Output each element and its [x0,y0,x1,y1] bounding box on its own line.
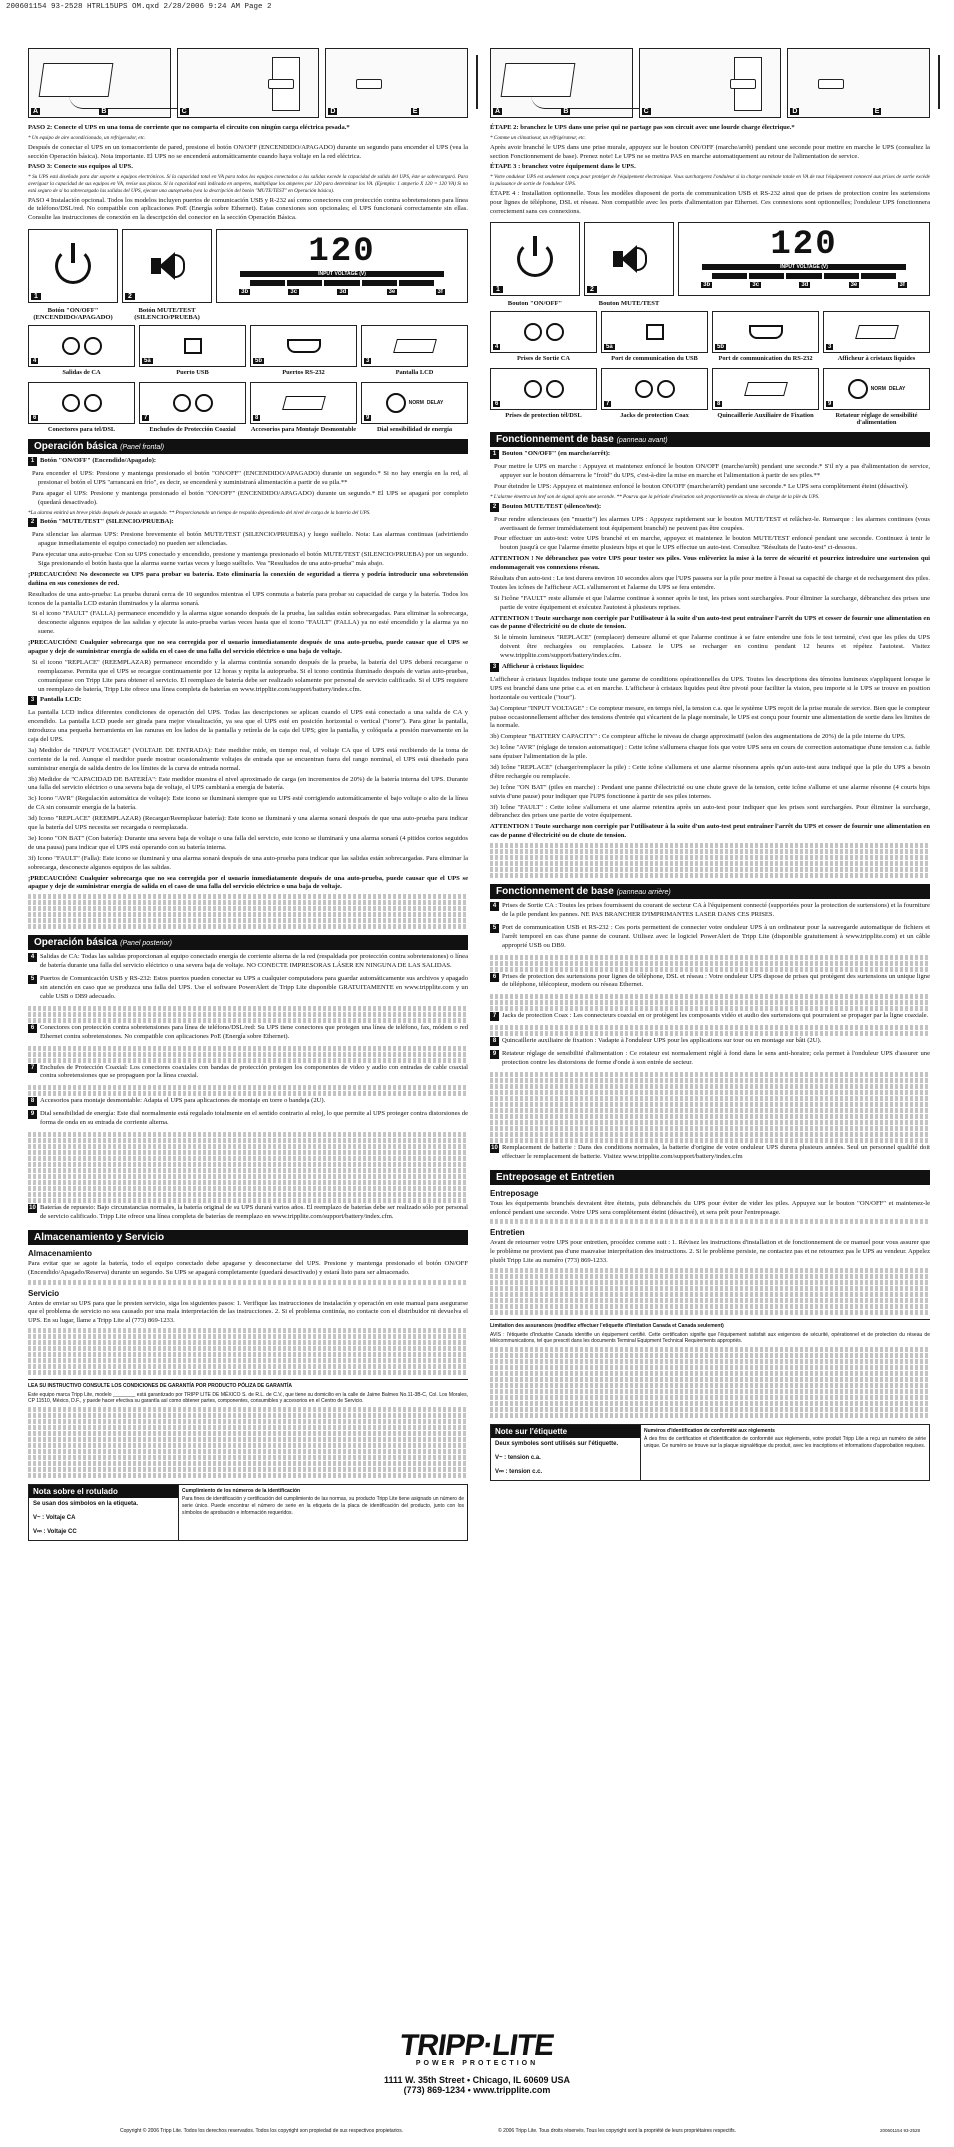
install-figures-top-fr: A B C D E [490,48,930,118]
mute-test-button-figure: 2 [122,229,212,303]
tripp-lite-logo: TRIPP·LITE [398,2029,557,2062]
company-address: 1111 W. 35th Street • Chicago, IL 60609 USA [383,2075,571,2085]
document-number: 200601154 93-2528 [880,2128,920,2133]
outlet-icon [84,337,102,355]
power-icon [55,248,91,284]
front-panel-diagram [28,229,468,303]
phone-jack-icon [546,380,564,398]
lcd-label: INPUT VOLTAGE (V) [240,271,444,277]
dial-icon [386,393,406,413]
brand-footer [0,2030,954,2095]
copyright-fr: © 2006 Tripp Lite. Tous droits réservés. Tous les copyright sont la propriété de leurs propriétaires respectifs. [498,2128,737,2134]
lcd-display-figure: 120 INPUT VOLTAGE (V) 3b 3c 3d 3e 3f [216,229,468,303]
battery-meter [250,280,434,286]
company-phone: (773) 869-1234 • www.tripplite.com [403,2085,551,2095]
usb-port-icon [646,324,664,340]
phone-jack-icon [84,394,102,412]
front-panel-diagram-fr: 1 2 120 INPUT VOLTAGE (V) 3b 3c 3d 3e 3f [490,222,930,296]
speaker-icon [609,239,649,279]
section-bar-front: Operación básica (Panel frontal) [28,439,468,454]
spanish-column: A B C D E PASO 2: Conecte el UPS en una toma de corriente que no comparta el circuito con ningún carga eléctrica pesada.* * Un equipo de aire acondicionado, un refrigerador, etc. Después de conectar el UPS en un tomacorriente de pared, presione el botón ON/OFF (ENCENDIDO/APAGADO) durante un segundo para encender el UPS (vea la sección Operación básica). Nota importante. El UPS no se encenderá automáticamente cuando haya voltaje en la red eléctrica. PASO 3: Conecte sus equipos al UPS. * Su UPS está diseñado para dar soporte a equipos electrónicos. Si la capacidad total en VA para todos los equipos conectados a las salidas excede la capacidad de salida del UPS, éste se sobrecargará. Para averiguar la capacidad de sus equipos en VA, revise sus placas. Si la capacidad está indicada en amperes, multiplique los amperes por 120 para determinar los VA. (Ejemplo: 1 amperio X 120 = 120 VA) Si no está seguro de si ha sobrecargado las salidas del UPS, ejecute una autoprueba (vea la descripción del botón "MUTE/TEST" en Operación básica). PASO 4 Instalación opcional. Todos los modelos incluyen puertos de comunicación USB y R-232 así como conectores con protección contra sobretensiones para línea de teléfono/DSL/red. No compatible con aplicaciones PoE (Energía sobre Ethernet). Estas conexiones son opcionales; el UPS funcionará correctamente sin ellas. Consulte las instrucciones de conexión en la descripción del conector en la sección Operación Básica. 1 2 120 INPUT VOLTAGE (V) 3b 3c 3d 3e 3f Botón "ON/OFF" (ENCENDIDO/APAGADO) Botón MUTE/TEST (SILENCIO/PRUEBA) 4 5a 5b 3 Salidas de CA Puerto USB Puertos RS-232 Pantalla LCD 6 7 8 NORM DELAY 9 Conectores para tel/DSL Enchufes de Protección Coaxial Accesorios para Montaje Desmontable Dial sensibilidad de energía Operación básica (Panel frontal) 1 Botón "ON/OFF" (Encendido/Apagado): Para encender el UPS: Presione y mantenga presionado el botón "ON/OFF" (ENCENDIDO/APAGADO) durante un segundo.* Si no hay energía en la red, al presionar el botón el UPS "arrancará en frío", es decir, se encenderá y suministrará alimentación a partir de su pila.** Para apagar el UPS: Presione y mantenga presionado el botón "ON/OFF" (ENCENDIDO/APAGADO) durante un segundo.* El UPS se apagará por completo (quedará desactivado). *La alarma emitirá un breve pitido después de pasado un segundo. ** Proporcionando un tiempo de respaldo dependiendo del nivel de carga de la batería del UPS. 2 Botón "MUTE/TEST" (SILENCIO/PRUEBA): Para silenciar las alarmas UPS: Presione brevemente el botón MUTE/TEST (SILENCIO/PRUEBA) y luego suéltelo. Nota: Las alarmas continuas (advirtiendo apague inmediatamente el equipo conectado) no pueden ser silenciadas. Para ejecutar una auto-prueba: Con su UPS conectado y encendido, presione y mantenga presionado el botón MUTE/TEST (SILENCIO/PRUEBA) por un segundo. Siga presionando el botón hasta que la alarma suene varias veces y luego suéltelo. Vea "Resultados de una auto-prueba" más abajo. ¡PRECAUCIÓN! No desconecte su UPS para probar su batería. Esto eliminaría la conexión de seguridad a tierra y podría introducir una sobretensión dañina en sus conexiones de red. Resultados de una auto-prueba: La prueba durará cerca de 10 segundos mientras el UPS conmuta a batería para probar su capacidad de carga y la batería. Todos los iconos de la pantalla LCD estarán iluminados y la alarma sonará. Si el icono "FAULT" (FALLA) permanece encendido y la alarma sigue sonando después de la prueba, las salidas están sobrecargadas. Para eliminar la sobrecarga, desconecte algunos equipos de las salidas y ejecute la auto-prueba varias veces hasta que el icono "FAULT" (FALLA) ya no esté encendido y la alarma ya no suene. ¡PRECAUCIÓN! Cualquier sobrecarga que no sea corregida por el usuario inmediatamente después de una auto-prueba, puede causar que el UPS se apague y deje de suministrar energía de salida en el caso de una falla del servicio eléctrico o una baja de voltaje. Si el icono "REPLACE" (REEMPLAZAR) permanece encendido y la alarma continúa sonando después de la prueba, la batería del UPS deberá recargarse o reemplazarse. Permita que el UPS se recargue continuamente por 12 horas y repita la autoprueba. Si el icono continúa iluminado después de varias auto-pruebas, comuníquese con Tripp Lite para obtener el servicio. El reemplazo de batería debe ser realizado solamente por personal de servicio calificado. Si el UPS requiere un reemplazo de batería, Tripp Lite ofrece una línea completa de baterías en www.tripplite.com/support/battery/index.cfm. 3 Pantalla LCD: La pantalla LCD indica diferentes condiciones de operación del UPS. Todas las descripciones se aplican cuando el UPS está conectado a una salida de CA y encendido. La pantalla LCD puede ser girada para mejor visualización, ya sea que el UPS esté en posición horizontal o vertical ("torre"). Para girar la pantalla, introduzca una pequeña herramienta en las ranuras en los lados de la pantalla y retírela de la caja del UPS; gire la pantalla, y colóquela a presión nuevamente en la caja del UPS. 3a) Medidor de "INPUT VOLTAGE" (VOLTAJE DE ENTRADA): Este medidor mide, en tiempo real, el voltaje CA que el UPS está recibiendo de la toma de corriente de la red. Aunque el medidor puede mostrar ocasionalmente voltajes de entrada que se encuentran fuera del rango nominal, el UPS está diseñado para suministrar energía de salida dentro de los límites de la curva de entrada normal. 3b) Medidor de "CAPACIDAD DE BATERÍA": Este medidor muestra el nivel aproximado de carga (en incrementos de 20%) de la batería interna del UPS. Durante una falla del servicio eléctrico o una severa baja de voltaje, el UPS cambiará a energía de batería. 3c) Icono "AVR" (Regulación automática de voltaje): Este icono se iluminará siempre que su UPS esté corrigiendo automáticamente el bajo voltaje o alto de la línea de CA sin consumir energía de la batería. 3d) Icono "REPLACE" (REEMPLAZAR) (Recargar/Reemplazar batería): Este icono se iluminará y una alarma sonará después de que una auto-prueba para indicar que la batería del UPS necesita ser recargada o reemplazada. 3e) Icono "ON BAT" (Con batería): Durante una severa baja de voltaje o una falla del servicio, este icono se iluminará y una alarma sonará (4 pitidos cortos seguidos de una pausa) para indicar que el UPS está operando con su batería interna. 3f) Icono "FAULT" (Falla): Este icono se iluminará y una alarma sonará después de una auto-prueba para indicar que las salidas están sobrecargadas. Para eliminar la sobrecarga, desconecte algunos equipos de las salidas. ¡PRECAUCIÓN! Cualquier sobrecarga que no sea corregida por el usuario inmediatamente después de una auto-prueba, puede causar que el UPS se apague y deje de suministrar energía de salida en el caso de una falla del servicio eléctrico o una baja de voltaje. Operación básica (Panel posterior) 4 Salidas de CA: Todas las salidas proporcionan al equipo conectado energía de corriente alterna de la red (respaldada por protección contra sobretensiones) o línea de batería durante una falla del servicio eléctrico o una severa baja de voltaje. NO CONECTE IMPRESORAS LÁSER EN NINGUNA DE LAS SALIDAS. 5 Puertos de Comunicación USB y RS-232: Estos puertos pueden conectar su UPS a cualquier computadora para guardar automáticamente sus archivos y apagado sin atención en caso que se produzca una falla del UPS. Use el software PowerAlert de Tripp Lite disponible GRATUITAMENTE en www.tripplite.com y un cable USB o DB9 adecuado. 6 Conectores con protección contra sobretensiones para línea de teléfono/DSL/red: Su UPS tiene conectores que protegen una línea de teléfono, fax, módem o red Ethernet contra sobretensiones. No compatible con aplicaciones PoE (Energía sobre Ethernet). 7 Enchufes de Protección Coaxial: Los conectores coaxiales con bandas de protección protegen los componentes de video y audio con entradas de cable coaxial contra sobretensiones que se propaguen por la línea coaxial. 8 Accesorios para montaje desmontable: Adapta el UPS para aplicaciones de montaje en torre o bandeja (2U). 9 Dial sensibilidad de energía: Este dial normalmente está regulado totalmente en el sentido contrario al reloj, lo que permite al UPS proteger contra distorsiones de forma de onda en su entrada de corriente alterna. 10 Baterías de repuesto: Bajo circunstancias normales, la batería original de su UPS durará varios años. El reemplazo de baterías debe ser realizado sólo por personal de servicio calificado. Tripp Lite ofrece una línea completa de baterías de reemplazo en www.tripplite.com/support/battery/index.cfm. Almacenamiento y Servicio Almacenamiento Para evitar que se agote la batería, todo el equipo conectado debe apagarse y desconectarse del UPS. Presione y mantenga presionado el botón ON/OFF (Encendido/Apagado/Reserva) durante un segundo. Su UPS se apagará completamente (quedará desactivado) y estará listo para ser almacenado. Servicio Antes de enviar su UPS para que le presten servicio, siga los siguientes pasos: 1. Verifique las instrucciones de instalación y operación en este manual para asegurarse que el problema de servicio no sea causado por una mala interpretación de las instrucciones. 2. Si el problema continúa, no contacte con el distribuidor ni devuelva el UPS. En su lugar, llame a Tripp Lite al (773) 869-1233. LEA SU INSTRUCTIVO CONSULTE LOS CONDICIONES DE GARANTÍA POR PRODUCTO PÓLIZA DE GARANTÍA Este equipo marca Tripp Lite, modelo ________ está garantizado por TRIPP LITE DE MÉXICO S. de R.L. de C.V., que tiene su domicilio en la calle de Jaime Balmes No.11-3B-C, Col. Los Morales, CP 11510, México, D.F., y puede hacer efectiva su garantía así como obtener partes, componentes, consumibles y accesorios en el Centro de Servicio. Nota sobre el rotulado Se usan dos símbolos en la etiqueta. V~ : Voltaje CA V⎓ : Voltaje CC Cumplimiento de los números de la identificación Para fines de identificación y certificación del cumplimiento de las normas, su producto Tripp Lite tiene asignado un número de serie único. Puede encontrar el número de serie en la etiqueta de la placa de identificación del producto, junto con los símbolos de aprobación e información requeridos. [28,48,468,1541]
speaker-icon [147,246,187,286]
outlet-icon [524,323,542,341]
mount-bracket-icon [282,396,326,410]
figure-a: A B [28,48,171,118]
dial-icon [848,379,868,399]
coax-icon [173,394,191,412]
on-off-button-figure: 1 [28,229,118,303]
rs232-port-icon [287,339,321,353]
logo-tagline: POWER PROTECTION [415,2060,539,2067]
figure-c: C [177,48,320,118]
french-column: A B C D E ÉTAPE 2: branchez le UPS dans une prise qui ne partage pas son circuit avec une lourde charge électrique.* * Comme un climatiseur, un réfrigérateur, etc. Après avoir branché le UPS dans une prise murale, appuyez sur le bouton ON/OFF (marche/arrêt) pendant une seconde pour mettre en marche le UPS (consultez la section Fonctionnement de base). Prenez note! Le UPS ne se mettra PAS en marche automatiquement au retour de l'alimentation de service. ÉTAPE 3 : branchez votre équipement dans le UPS. * Votre onduleur UPS est seulement conçu pour protéger de l'équipement électronique. Vous surchargerez l'onduleur si la charge nominale totale en VA de tout l'équipement connecté aux prises de sortie excède la puissance de sortie de l'onduleur UPS. ÉTAPE 4 : Installation optionnelle. Tous les modèles disposent de ports de communication USB et RS-232 ainsi que de prises de protection contre les surtensions pour lignes de téléphone, DSL et réseau. Non compatible avec les ports d'alimentation par Ethernet. Ces connexions sont optionnelles; l'onduleur UPS fonctionnera correctement sans ces connexions. 1 2 120 INPUT VOLTAGE (V) 3b 3c 3d 3e 3f Bouton "ON/OFF" Bouton MUTE/TEST 4 5a 5b 3 Prises de Sortie CA Port de communication du USB Port de communication du RS-232 Afficheur à cristaux liquides 6 7 8 NORM DELAY 9 Prises de protection tél/DSL Jacks de protection Coax Quincaillerie Auxiliaire de Fixation Retateur réglage de sensibilité d'alimentation Fonctionnement de base (panneau avant) 1 Bouton "ON/OFF" (en marche/arrêt): Pour mettre le UPS en marche : Appuyez et maintenez enfoncé le bouton ON/OFF (marche/arrêt) pendant une seconde.* S'il n'y a pas d'alimentation de service, appuyer sur le bouton démarrera le "froid" du UPS, c'est-à-dire la mise en marche et l'alimentation à partir de ses piles.** Pour éteindre le UPS: Appuyez et maintenez enfoncé le bouton ON/OFF (marche/arrêt) pendant une seconde.* Le UPS sera complètement éteint (désactivé). * L'alarme émettra un bref son de signal après une seconde. ** Pourvu que la période d'exécution soit proportionnelle au niveau de charge de la pile du UPS. 2 Bouton MUTE/TEST (silence/test): Pour rendre silencieuses (en "muette") les alarmes UPS : Appuyez rapidement sur le bouton MUTE/TEST et relâchez-le. Remarque : les alarmes continues (vous avertissant de fermer immédiatement tout équipement branché) ne peuvent pas être coupées. Pour effectuer un auto-test: votre UPS branché et en marche, appuyez et maintenez le bouton MUTE/TEST enfoncé pendant une seconde. Continuez à tenir le bouton jusqu'à ce que l'alarme émette plusieurs bips et que le UPS effectue un auto-test. Consultez "Résultats de l'auto-test" ci-dessous. ATTENTION ! Ne débranchez pas votre UPS pour tester ses piles. Vous enlèveriez la mise à la terre de sécurité et pourriez introduire une surtension qui endommagerait vos connexions réseau. Résultats d'un auto-test : Le test durera environ 10 secondes alors que l'UPS passera sur la pile pour mettre à l'essai sa capacité de charge et de rechargement des piles. Toutes les icônes de l'afficheur ACL s'allumeront et l'alarme du UPS se fera entendre. Si l'icône "FAULT" reste allumée et que l'alarme continue à sonner après le test, les prises sont surchargées. Pour éliminer la surcharge, débranchez des prises une partie de votre équipement et exécutez l'autotest à plusieurs reprises. ATTENTION ! Toute surcharge non corrigée par l'utilisateur à la suite d'un auto-test peut entraîner l'arrêt du UPS et cesser de fournir une alimentation en cas de panne d'électricité ou de chute de tension. Si le témoin lumineux "REPLACE" (remplacer) demeure allumé et que l'alarme continue à se faire entendre une fois le test terminé, c'est que les piles du UPS doivent être rechargées ou remplacées. Laissez le UPS se recharger en continu pendant 12 heures et répétez l'autotest. Visitez www.tripplite.com/support/battery/index.cfm. 3 Afficheur à cristaux liquides: L'afficheur à cristaux liquides indique toute une gamme de conditions opérationnelles du UPS. Toutes les descriptions des témoins lumineux s'appliquent lorsque le UPS est branché dans une prise c.a. et en marche. L'afficheur à cristaux liquides peut être pivoté pour faciliter la vision, peu importe si le UPS se trouve en position horizontale ou verticale ("tour"). 3a) Compteur "INPUT VOLTAGE" : Ce compteur mesure, en temps réel, la tension c.a. que le système UPS reçoit de la prise murale de service. Bien que le compteur puisse occasionnellement afficher des tensions d'entrée qui s'écartent de la plage nominale, le UPS est conçu pour fournir une alimentation de sortie dans les limites de la normale. 3b) Compteur "BATTERY CAPACITY" : Ce compteur affiche le niveau de charge approximatif (selon des augmentations de 20%) de la pile interne du UPS. 3c) Icône "AVR" (réglage de tension automatique) : Cette icône s'allumera chaque fois que votre UPS sera en cours de correction automatique d'une tension c.a. faible sans épuiser l'alimentation de la pile. 3d) Icône "REPLACE" (charger/remplacer la pile) : Cette icône s'allumera et une alarme résonnera après qu'un auto-test aura indiqué que la pile du UPS a besoin d'être rechargée ou remplacée. 3e) Icône "ON BAT" (piles en marche) : Pendant une panne d'électricité ou une chute grave de la tension, cette icône s'allume et une alarme résonne (4 courts bips suivis d'une pause) pour indiquer que l'UPS fonctionne à partir de ses piles internes. 3f) Icône "FAULT" : Cette icône s'allumera et une alarme retentira après un auto-test pour indiquer que les prises sont surchargées. Pour éliminer la surcharge, débranchez des prises une partie de votre équipement. ATTENTION ! Toute surcharge non corrigée par l'utilisateur à la suite d'un auto-test peut entraîner l'arrêt du UPS et cesser de fournir une alimentation en cas de panne d'électricité ou de chute de tension. Fonctionnement de base (panneau arrière) 4 Prises de Sortie CA : Toutes les prises fournissent du courant de secteur CA à l'équipement connecté (supportées pour la protection de surtensions) et la fourniture de la pile pendant les pannes. NE PAS BRANCHER D'IMPRIMANTES LASER DANS CES PRISES. 5 Port de communication USB et RS-232 : Ces ports permettent de connecter votre onduleur UPS à un ordinateur pour la sauvegarde automatique de fichiers et l'arrêt temporel en cas d'une panne de courant. Utilisez avec le logiciel PowerAlert de Tripp Lite (disponible gratuitement à www.tripplite.com) et un câble approprié USB ou DB9. 6 Prises de protection des surtensions pour lignes de téléphone, DSL et réseau : Votre onduleur UPS dispose de prises qui protègent des surtensions un unique ligne de téléphone, télécopieur, modem ou réseau Ethernet. 7 Jacks de protection Coax : Les connecteurs coaxial en or protègent les composants vidéo et audio des surtensions qui pourraient se propager par la ligne coaxiale. 8 Quincaillerie auxiliaire de fixation : Vadapte à l'onduleur UPS pour les applications sur tour ou en montage sur bâti (2U). 9 Retateur réglage de sensibilité d'alimentation : Ce rotateur est normalement réglé à fond dans le sens anti-horaire; cela permet à l'onduleur UPS d'assurer une protection contre les distorsions de forme d'onde à son entrée de secteur. 10 Remplacement de batterie : Dans des conditions normales, la batterie d'origine de votre onduleur UPS durera plusieurs années. Seul un personnel qualifié doit effectuer le remplacement de batterie. Visitez www.tripplite.com/support/battery/index.cfm Entreposage et Entretien Entreposage Tous les équipements branchés devraient être éteints, puis débranchés du UPS pour éviter de vider les piles. Appuyez sur le bouton "ON/OFF" et maintenez-le enfoncé pendant une seconde. Votre UPS sera complètement éteint (désactivé), et sera prêt pour l'entreposage. Entretien Avant de retourner votre UPS pour entretien, procédez comme suit : 1. Révisez les instructions d'installation et de fonctionnement de ce manuel pour vous assurer que le problème ne provient pas d'une mauvaise interprétation des instructions. 2. Si le problème persiste, ne contactez pas et ne retournez pas le UPS au vendeur. Appelez plutôt Tripp Lite au numéro (773) 869-1233. Limitation des assurances (modifiez effectuer l'etiquette d'limitation Canada et Canada seulement) AVIS : l'étiquette d'Industrie Canada identifie un équipement certifié. Cette certification signifie que l'équipement satisfait aux exigences de sécurité, opérationnel et de protection du réseau de télécommunications, tel que prescrit dans les documents Terminal Equipment Technical Requirements appropriés. Note sur l'étiquette Deux symboles sont utilisés sur l'étiquette. V~ : tension c.a. V⎓ : tension c.c. Numéros d'identification de conformité aux règlements À des fins de certification et d'identification de conformité aux règlements, votre produit Tripp Lite a reçu un numéro de série unique. Ce numéro se trouve sur la plaque signalétique du produit, avec les inscriptions et informations d'approbation requises. [490,48,930,1481]
lcd-digits: 120 [308,233,376,272]
phone-jack-icon [524,380,542,398]
section-bar-rear: Operación básica (Panel posterior) [28,935,468,950]
install-figures-top [28,48,468,118]
mount-bracket-icon [744,382,788,396]
phone-jack-icon [62,394,80,412]
print-header: 200601154 93-2528 HTRL15UPS OM.qxd 2/28/2006 9:24 AM Page 2 [6,3,272,11]
power-icon [517,241,553,277]
rs232-port-icon [749,325,783,339]
coax-icon [635,380,653,398]
copyright-es: Copyright © 2006 Tripp Lite. Todos los derechos reservados. Todos los copyright son propiedad de sus respectivos propietarios. [120,2128,404,2134]
figure-d: D E [325,48,468,118]
coax-icon [195,394,213,412]
outlet-icon [546,323,564,341]
coax-icon [657,380,675,398]
labeling-note: Nota sobre el rotulado Se usan dos símbolos en la etiqueta. V~ : Voltaje CA V⎓ : Voltaje CC Cumplimiento de los números de la identificación Para fines de identificación y certificación del cumplimiento de las normas, su producto Tripp Lite tiene asignado un número de serie único. Puede encontrar el número de serie en la etiqueta de la placa de identificación del producto, junto con los símbolos de aprobación e información requeridos. [28,1484,468,1541]
warranty-block: LEA SU INSTRUCTIVO CONSULTE LOS CONDICIONES DE GARANTÍA POR PRODUCTO PÓLIZA DE GARANTÍA Este equipo marca Tripp Lite, modelo ________ está garantizado por TRIPP LITE DE MÉXICO S. de R.L. de C.V., que tiene su domicilio en la calle de Jaime Balmes No.11-3B-C, Col. Los Morales, CP 11510, México, D.F., y puede hacer efectiva su garantía así como obtener partes, componentes, consumibles y accesorios en el Centro de Servicio. [28,1379,468,1478]
rear-ports-top: 4 5a 5b 3 [28,325,468,367]
rear-ports-bottom: 6 7 8 NORM DELAY 9 [28,382,468,424]
usb-port-icon [184,338,202,354]
section-bar-storage: Almacenamiento y Servicio [28,1230,468,1245]
outlet-icon [62,337,80,355]
